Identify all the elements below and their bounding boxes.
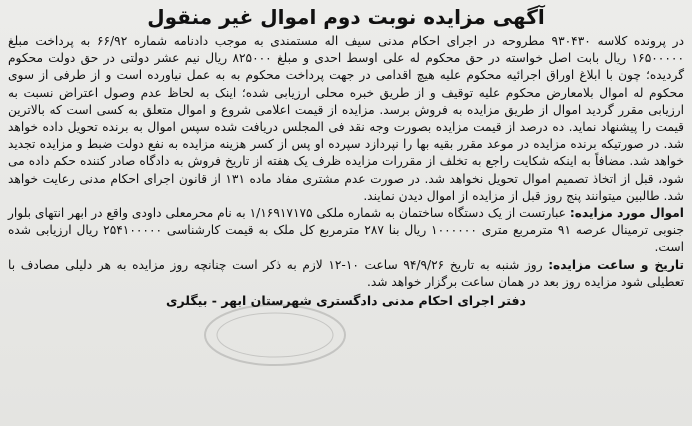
datetime-section	[8, 257, 684, 291]
datetime-text: روز شنبه به تاریخ ۹۴/۹/۲۶ ساعت ۱۰-۱۲ لازم به ذکر است چنانچه روز مزایده به هر دلیلی مصادف با تعطیلی شود مزایده روز بعد در همان ساعت برگزار خواهد شد.	[8, 257, 684, 289]
datetime-label: تاریخ و ساعت مزایده:	[548, 257, 684, 272]
property-label: اموال مورد مزایده:	[569, 206, 684, 221]
watermark-stamp-icon	[200, 300, 350, 370]
property-section	[8, 205, 684, 257]
property-text: عبارتست از یک دستگاه ساختمان به شماره ملکی ۱/۱۶۹۱۷۱۷۵ به نام محرمعلی داودی واقع در ابهر انتهای بلوار جنوبی ترمینال عرصه ۹۱ مترمربع متری ۱۰۰۰۰۰۰ ریال بنا ۲۸۷ مترمربع کل ملک به قیمت کارشناسی ۲۵۴۱۰۰۰۰۰ ریال ارزیابی شده است.	[8, 206, 684, 255]
notice-title: آگهی مزایده نوبت دوم اموال غیر منقول	[147, 5, 545, 29]
notice-footer: دفتر اجرای احکام مدنی دادگستری شهرستان ابهر - بیگلری	[166, 293, 526, 309]
notice-body: در پرونده کلاسه ۹۳۰۴۳۰ مطروحه در اجرای احکام مدنی سیف اله مستمندی به موجب دادنامه شماره ۶۶/۹۲ به پرداخت مبلغ ۱۶۵۰۰۰۰۰ ریال بابت اصل خواسته در حق محکوم له علی اوسط احدی و مبلغ ۸۲۵۰۰۰ ریال نیم عشر دولتی در حق دولت محکوم گردیده؛ چون با ابلاغ اوراق اجرائیه محکوم علیه هیچ اقدامی در جهت پرداخت محکوم به به عمل نیاورده است و از طرفی از سوی محکوم له اموال بلامعارض محکوم علیه توقیف و از طریق خبره محلی ارزیابی شده؛ اینک به لحاظ عدم وصول اعتراض نسبت به ارزیابی مقرر گردید اموال از طریق مزایده به فروش برسد. مزایده از قیمت اعلامی شروع و اموال متعلق به کسی است که بالاترین قیمت را پیشنهاد نماید. ده درصد از قیمت مزایده بصورت وجه نقد فی المجلس دریافت شده سپس اموال به برنده تحویل داده خواهد شد. در صورتیکه برنده مزایده در موعد مقرر بقیه بها را نپردازد سپرده او پس از کسر هزینه مزایده به نفع دولت ضبط و مزایده تجدید خواهد شد. مضافاً به اینکه شکایت راجع به تخلف از مقررات مزایده ظرف یک هفته از تاریخ فروش به دادگاه صادر کننده حکم داده می شود، قبل از اتخاذ تصمیم اموال تحویل نخواهد شد. در صورت عدم مشتری مفاد ماده ۱۳۱ از قانون اجرای احکام مدنی رعایت خواهد شد. طالبین میتوانند پنج روز قبل از مزایده از اموال دیدن نمایند.	[8, 34, 684, 203]
